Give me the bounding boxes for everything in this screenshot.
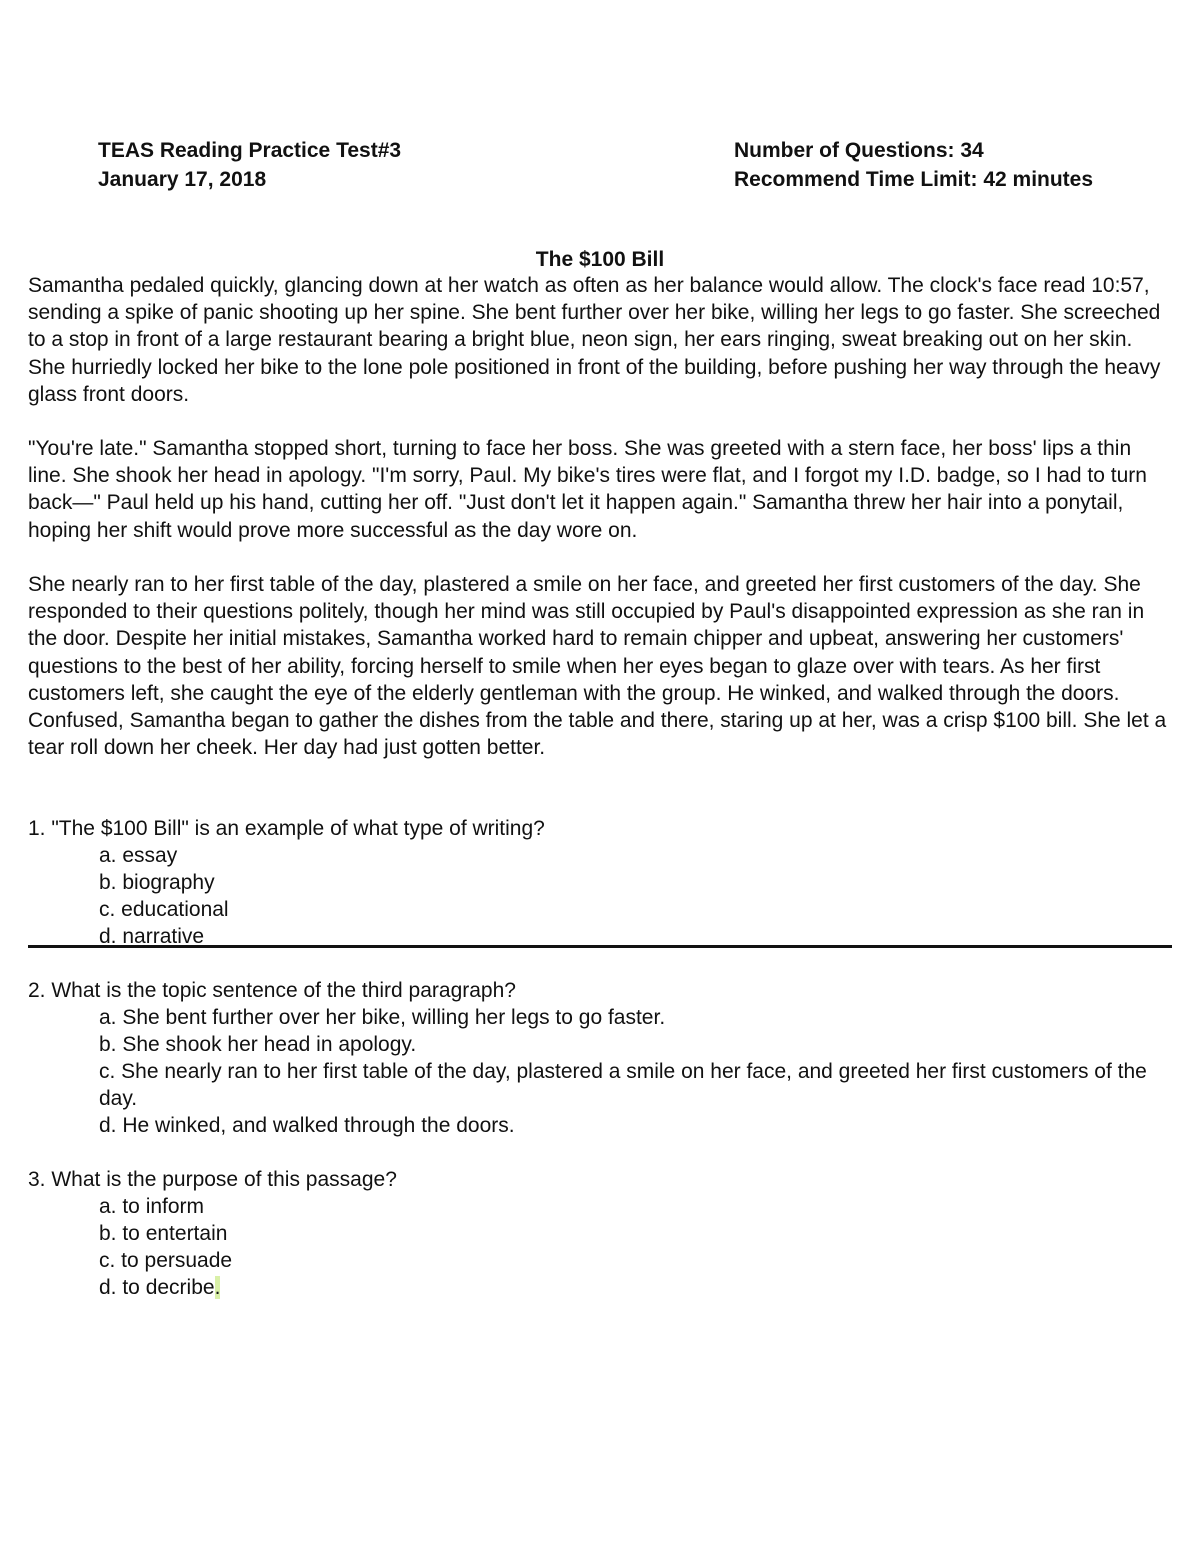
answer-option-d: d. He winked, and walked through the doors.: [99, 1114, 515, 1137]
question-1: [28, 815, 1174, 950]
answer-option-a: a. to inform: [99, 1195, 205, 1218]
answer-options: [28, 842, 1174, 950]
question-2: [28, 977, 1174, 1139]
answer-option-d: d. to decribe: [99, 1276, 215, 1299]
test-title: TEAS Reading Practice Test#3: [98, 139, 402, 162]
header-right: [734, 136, 1093, 194]
passage-paragraph-3: She nearly ran to her first table of the day, plastered a smile on her face, and greeted her first customers of the day. She responded to their questions politely, though her mind was still occupied by Paul's disappointed expression as she ran in the door. Despite her initial mistakes, Samantha worked hard to remain chipper and upbeat, answering her customers' questions to the best of her ability, forcing herself to smile when her eyes began to glaze over with tears. As her first customers left, she caught the eye of the elderly gentleman with the group. He winked, and walked through the doors. Confused, Samantha began to gather the dishes from the table and there, staring up at her, was a crisp $100 bill. She let a tear roll down her cheek. Her day had just gotten better.: [28, 573, 1167, 760]
time-limit: Recommend Time Limit: 42 minutes: [734, 168, 1094, 191]
test-date: January 17, 2018: [98, 168, 267, 191]
answer-option-a: a. essay: [99, 844, 178, 867]
answer-options: [28, 1193, 1174, 1301]
answer-option-b: b. biography: [99, 871, 215, 894]
passage-title: The $100 Bill: [535, 248, 665, 271]
answer-option-c: c. educational: [99, 898, 229, 921]
answer-option-b: b. to entertain: [99, 1222, 228, 1245]
answer-option-c: c. She nearly ran to her first table of the day, plastered a smile on her face, and greeted her first customers of the day.: [99, 1060, 1147, 1110]
passage-paragraph-1: Samantha pedaled quickly, glancing down at her watch as often as her balance would allow. The clock's face read 10:57, sending a spike of panic shooting up her spine. She bent further over her bike, willing her legs to go faster. She screeched to a stop in front of a large restaurant bearing a bright blue, neon sign, her ears ringing, sweat breaking out on her skin. She hurriedly locked her bike to the lone pole positioned in front of the building, before pushing her way through the heavy glass front doors.: [28, 274, 1161, 406]
answer-option-b: b. She shook her head in apology.: [99, 1033, 417, 1056]
answer-option-d-row: [99, 1274, 1174, 1301]
answer-option-a: a. She bent further over her bike, willing her legs to go faster.: [99, 1006, 666, 1029]
question-3: [28, 1166, 1174, 1301]
question-stem: 2. What is the topic sentence of the third paragraph?: [28, 979, 516, 1002]
header-left: [98, 136, 401, 194]
answer-option-c: c. to persuade: [99, 1249, 233, 1272]
highlighted-period: .: [214, 1276, 221, 1299]
answer-options: [28, 1004, 1174, 1139]
question-stem: 1. "The $100 Bill" is an example of what type of writing?: [28, 817, 545, 840]
passage-paragraph-2: "You're late." Samantha stopped short, turning to face her boss. She was greeted with a stern face, her boss' lips a thin line. She shook her head in apology. "I'm sorry, Paul. My bike's tires were flat, and I forgot my I.D. badge, so I had to turn back—" Paul held up his hand, cutting her off. "Just don't let it happen again." Samantha threw her hair into a ponytail, hoping her shift would prove more successful as the day wore on.: [28, 437, 1147, 542]
question-count: Number of Questions: 34: [734, 139, 984, 162]
answer-option-d: d. narrative: [99, 925, 205, 948]
section-divider: [28, 945, 1172, 948]
question-stem: 3. What is the purpose of this passage?: [28, 1168, 397, 1191]
